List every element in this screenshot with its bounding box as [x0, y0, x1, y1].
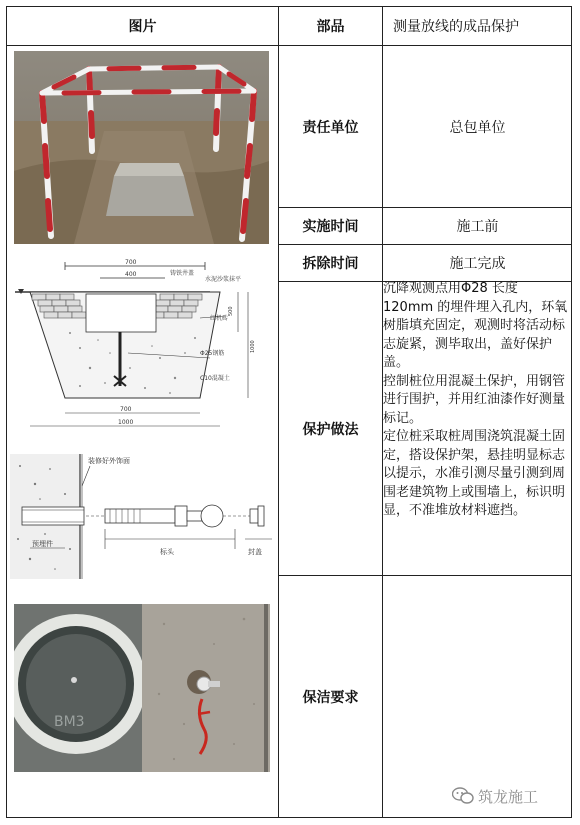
dim-side2-label: 1000	[250, 340, 256, 353]
row-value-responsible: 总包单位	[383, 46, 572, 208]
row-value-cleaning-requirement	[383, 576, 572, 817]
watermark-text: 筑龙施工	[478, 787, 539, 806]
dim-bottom2-label: 1000	[118, 419, 134, 426]
dim-inner-label: 400	[125, 271, 137, 278]
header-image-cell	[7, 7, 279, 46]
dim-top-label: 700	[125, 259, 137, 266]
protection-paragraph: 沉降观测点用Φ28 长度120mm 的埋件埋入孔内，环氧树脂填充固定，观测时将活动标志旋紧，测毕取出，盖好保护盖。	[383, 281, 568, 370]
pit-section-graphic	[10, 258, 275, 443]
rebar-label: Φ25钢筋	[200, 350, 225, 357]
wall-marker-graphic	[10, 454, 275, 579]
pit-section-diagram	[10, 258, 275, 443]
observation-point-photo	[14, 604, 270, 772]
header-item-cell	[279, 7, 383, 46]
row-label-responsible: 责任单位	[279, 46, 383, 208]
cap-label: 封盖	[248, 548, 262, 556]
header-value-label: 测量放线的成品保护	[393, 19, 519, 35]
protection-paragraph: 定位桩采取桩周围浇筑混凝土固定，搭设保护架，悬挂明显标志以提示，水准引测尽量引测到周围老建筑物上或围墙上，标识明显，不准堆放材料遮挡。	[383, 429, 566, 518]
header-image-label: 图片	[128, 19, 157, 35]
bm-marker-text: BM3	[54, 714, 85, 730]
row-label-protection-method: 保护做法	[279, 282, 383, 576]
barrier-photo-graphic	[14, 51, 269, 244]
barrier-photo	[14, 51, 269, 244]
row-label-removal-time: 拆除时间	[279, 245, 383, 282]
dim-bottom1-label: 700	[120, 406, 132, 413]
header-item-label: 部品	[316, 19, 345, 35]
cover-label: 铸铁井盖	[170, 270, 195, 277]
dim-side1-label: 500	[228, 306, 234, 316]
observation-point-graphic	[14, 604, 270, 772]
head-label: 标头	[160, 548, 174, 556]
mortar-label: 水泥沙浆抹平	[205, 276, 242, 283]
brick-label: 红机砖	[210, 315, 229, 322]
embed-label: 预埋件	[32, 540, 53, 548]
wall-marker-diagram	[10, 454, 275, 579]
wechat-icon	[452, 787, 474, 805]
protection-paragraph: 控制桩位用混凝土保护，用钢管进行围护，并用红油漆作好测量标记。	[383, 373, 566, 426]
row-label-cleaning-requirement: 保洁要求	[279, 576, 383, 817]
header-value-cell	[383, 7, 572, 46]
protection-method-text	[383, 280, 568, 521]
wall-label: 装修好外饰面	[88, 457, 130, 465]
brand-watermark	[452, 783, 577, 809]
row-value-removal-time: 施工完成	[383, 245, 572, 282]
row-label-implement-time: 实施时间	[279, 208, 383, 245]
concrete-label: C10混凝土	[200, 375, 230, 382]
row-value-implement-time: 施工前	[383, 208, 572, 245]
